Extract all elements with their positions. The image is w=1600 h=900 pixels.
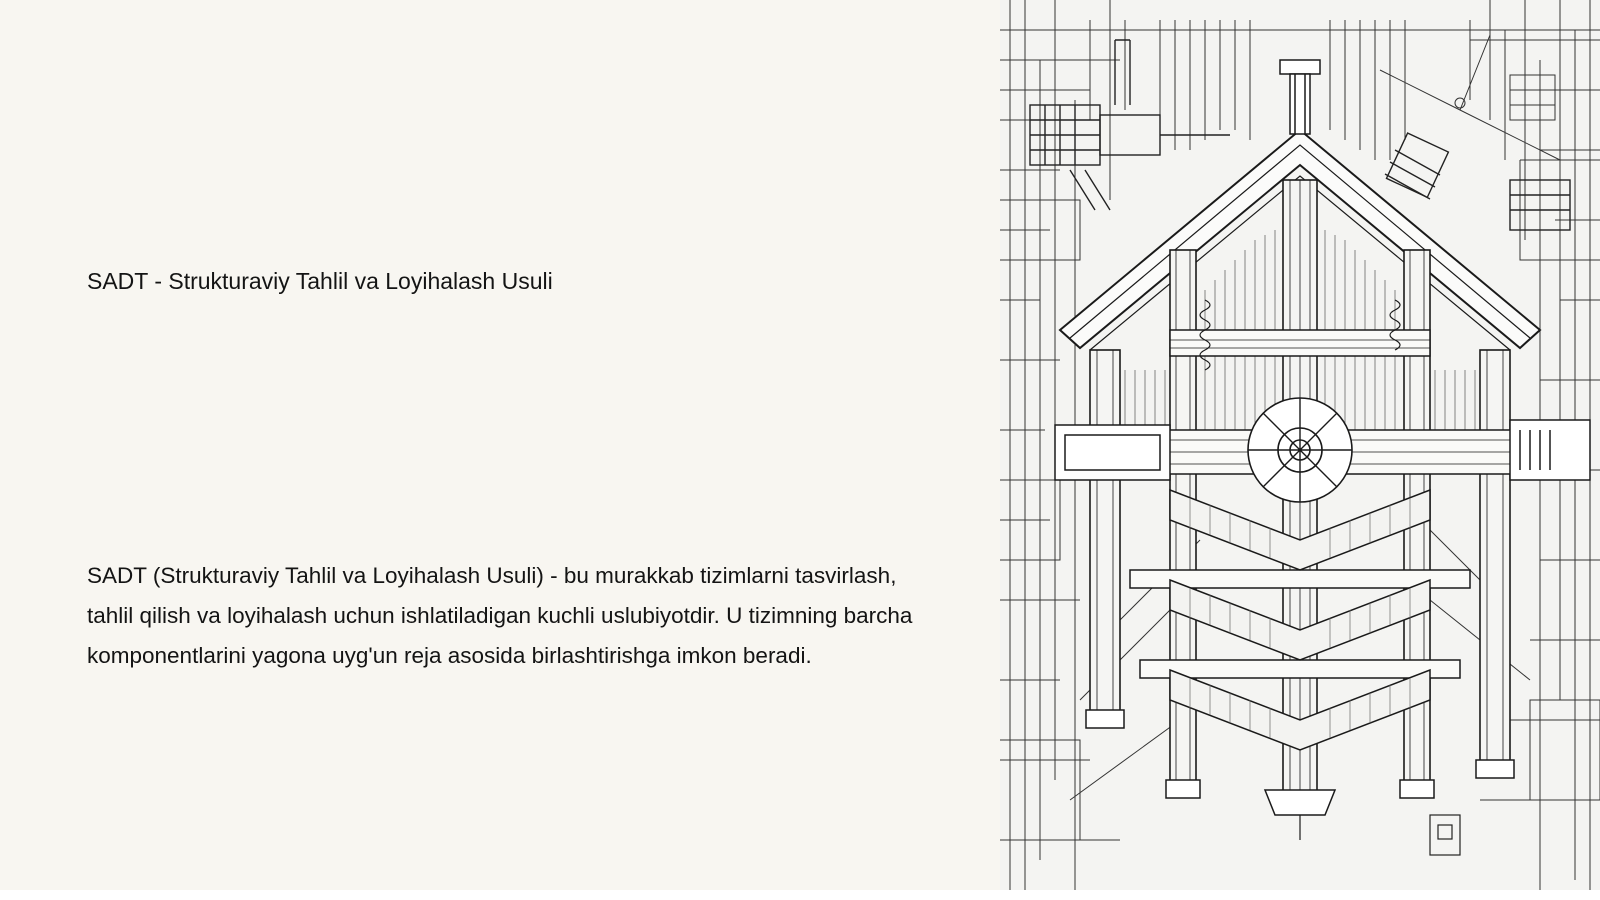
blueprint-illustration — [1000, 0, 1600, 900]
slide-body-text: SADT (Strukturaviy Tahlil va Loyihalash Usuli) - bu murakkab tizimlarni tasvirlash, tahlil qilish va loyihalash uchun ishlatiladigan kuchli uslubiyotdir. U tizimning barcha komponentlarini yagona uyg'un reja asosida birlashtirishga imkon beradi. — [87, 563, 913, 668]
bottom-margin — [0, 890, 1600, 900]
slide-title: SADT - Strukturaviy Tahlil va Loyihalash Usuli — [87, 268, 553, 294]
blueprint-drawing — [1000, 0, 1600, 900]
